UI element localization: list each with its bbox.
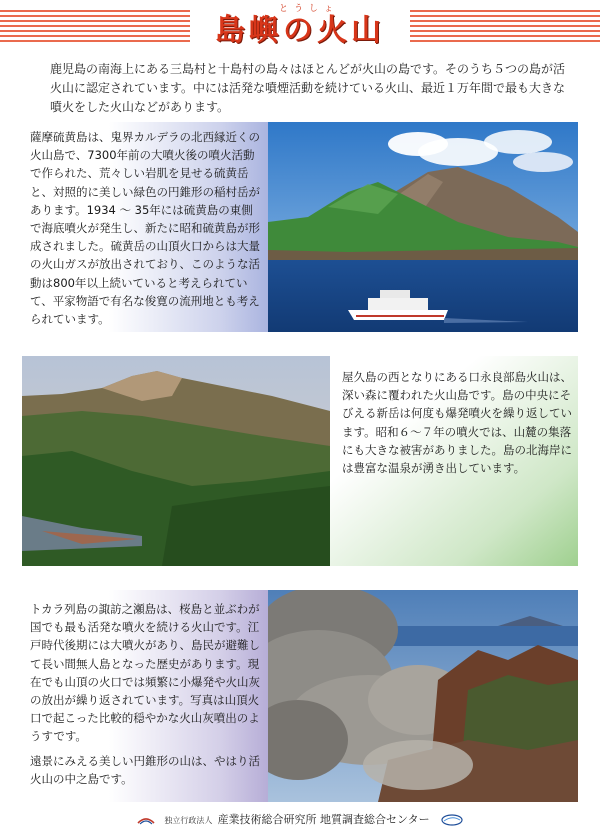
header-stripes-left [0,10,190,44]
gsj-logo-icon [441,814,463,826]
footer-org-name: 産業技術総合研究所 地質調査総合センター [217,813,430,826]
section-paragraph: 薩摩硫黄島は、鬼界カルデラの北西縁近くの火山島で、7300年前の大噴火後の噴火活動で作られた、荒々しい岩肌を見せる硫黄岳と、対照的に美しい緑色の円錐形の稲村岳があります。1934 〜 35年には硫黄島の東側で海底噴火が発生し、新たに昭和硫黄島が形成されました。硫黄岳の山頂火口からは大量の火山ガスが放出されており、このような活動は800年以上続いていると考えられていて、平家物語で有名な俊寛の流刑地とも考えられています。 [30,130,260,327]
photo-kuchinoerabujima [22,356,330,566]
intro-text: 鹿児島の南海上にある三島村と十島村の島々はほとんどが火山の島です。そのうち５つの島が活火山に認定されています。中には活発な噴煙活動を続けている火山、最近１万年間で最も大きな噴火をした火山などがあります。 [50,62,566,114]
title-block [190,4,410,50]
page-title: 島嶼の火山 [215,13,385,48]
section-text-box [22,122,270,332]
footer-org-type: 独立行政法人 [164,816,213,825]
photo-satsuma-iojima [268,122,578,332]
section-paragraph: 屋久島の西となりにある口永良部島火山は、深い森に覆われた火山島です。島の中央にそびえる新岳は何度も爆発噴火を繰り返しています。昭和６〜７年の噴火では、山麓の集落にも大きな被害がありました。島の北海岸には豊富な温泉が湧き出しています。 [342,370,572,476]
section-paragraph: トカラ列島の諏訪之瀬島は、桜島と並ぶわが国でも最も活発な噴火を続ける火山です。江戸時代後期には大噴火があり、島民が避難して長い間無人島となった歴史があります。現在でも山頂の火口では頻繁に小爆発や火山灰の放出が繰り返されています。写真は山頂火口で起こった比較的穏やかな火山灰噴出のようすです。 [30,602,260,744]
photo-suwanosejima [268,590,578,802]
title-ruby: とうしょ [278,4,339,14]
section-suwanosejima [22,590,578,802]
section-text-box [330,356,578,566]
header-stripes-right [410,10,600,44]
section-kuchinoerabujima [22,356,578,566]
page-header [0,0,600,52]
page-footer [0,803,600,837]
section-text-box [22,590,270,802]
section-paragraph: 遠景にみえる美しい円錐形の山は、やはり活火山の中之島です。 [30,753,260,786]
section-satsuma-iojima [22,122,578,332]
aist-logo-icon [137,815,155,825]
footer-credit [0,811,600,827]
